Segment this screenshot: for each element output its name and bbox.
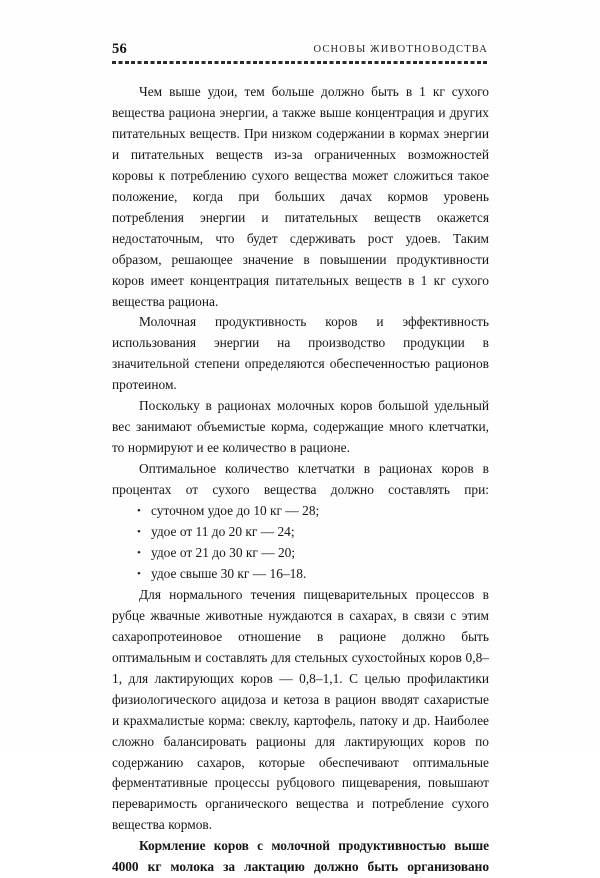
paragraph-3: Поскольку в рационах молочных коров большой удельный вес занимают объемистые корма, содержащие много клетчатки, то нормируют и ее количество в рационе. bbox=[112, 398, 489, 456]
paragraph-2: Молочная продуктивность коров и эффективность использования энергии на производство продукции в значительной степени определяются обеспеченностью рационов протеином. bbox=[112, 314, 489, 393]
fiber-norms-list bbox=[112, 501, 489, 585]
paragraph-5: Для нормального течения пищеварительных процессов в рубце жвачные животные нуждаются в сахарах, в связи с этим сахаропротеиновое отношение в рационе должно быть оптимальным и составлять для стельных сухостойных коров 0,8–1, для лактирующих коров — 0,8–1,1. С целью профилактики физиологического ацидоза и кетоза в рацион вводят сахаристые и крахмалистые корма: свеклу, картофель, патоку и др. Наиболее сложно балансировать рационы для лактирующих коров по содержанию сахаров, которые обеспечивают оптимальные ферментативные процессы рубцового пищеварения, повышают переваримость органического вещества и потребление сухого вещества кормов. bbox=[112, 586, 489, 833]
text-column bbox=[112, 82, 489, 878]
paragraph-6-bold: Кормление коров с молочной продуктивностью выше 4000 кг молока за лактацию должно быть организовано bbox=[112, 838, 489, 875]
paragraph-1: Чем выше удои, тем больше должно быть в 1 кг сухого вещества рациона энергии, а также выше концентрация и других питательных веществ. При низком содержании в кормах энергии и питательных веществ из-за ограниченных возможностей коровы к потреблению сухого вещества может сложиться такое положение, когда при больших дачах кормов уровень потребления энергии и питательных веществ окажется недостаточным, что будет сдерживать рост удоев. Таким образом, решающее значение в повышении продуктивности коров имеет концентрация питательных веществ в 1 кг сухого вещества рациона. bbox=[112, 84, 489, 309]
list-item: • удое свыше 30 кг — 16–18. bbox=[112, 564, 489, 585]
list-item: • суточном удое до 10 кг — 28; bbox=[112, 501, 489, 522]
running-head-title: ОСНОВЫ ЖИВОТНОВОДСТВА bbox=[313, 44, 488, 55]
paragraph-4: Оптимальное количество клетчатки в рационах коров в процентах от сухого вещества должно составлять при: bbox=[112, 461, 489, 498]
page-number: 56 bbox=[112, 41, 127, 57]
list-item: • удое от 11 до 20 кг — 24; bbox=[112, 522, 489, 543]
running-head bbox=[112, 40, 488, 62]
list-item: • удое от 21 до 30 кг — 20; bbox=[112, 543, 489, 564]
header-rule bbox=[112, 61, 488, 64]
